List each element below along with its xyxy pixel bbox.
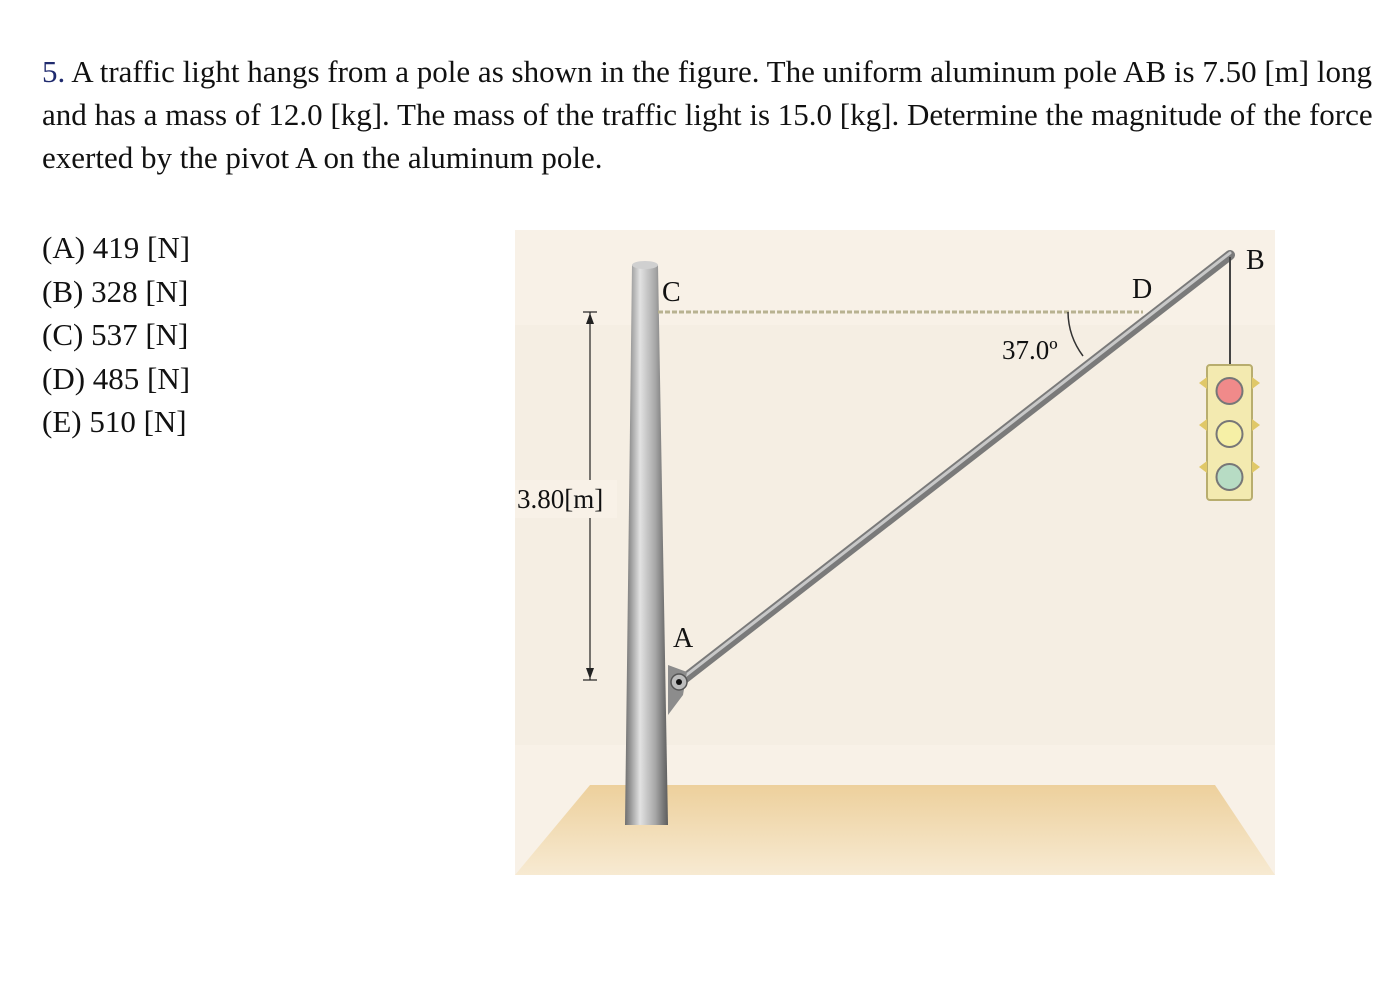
yellow-lamp xyxy=(1217,421,1243,447)
green-lamp xyxy=(1217,464,1243,490)
question-number: 5. xyxy=(42,54,66,89)
choice-b: (B) 328 [N] xyxy=(42,273,189,309)
label-c: C xyxy=(662,277,681,308)
red-lamp xyxy=(1217,378,1243,404)
angle-label: 37.0º xyxy=(1002,335,1058,365)
traffic-light xyxy=(1199,365,1260,500)
traffic-light-figure xyxy=(515,225,1275,885)
figure-canvas xyxy=(515,225,1275,885)
choice-e: (E) 510 [N] xyxy=(42,404,187,439)
question-body: A traffic light hangs from a pole as shown in the figure. The uniform aluminum pole AB is 7.50 [m] long and has a mass of 12.0 [kg]. The mass of the traffic light is 15.0 [kg]. Determine the magnitude of the force exerted by the pivot A on the aluminum pole. xyxy=(42,54,1373,175)
choice-d: (D) 485 [N] xyxy=(42,360,191,396)
pivot-pin xyxy=(676,679,682,685)
choice-c: (C) 537 [N] xyxy=(42,317,189,352)
choice-a: (A) 419 [N] xyxy=(42,230,191,265)
height-label: 3.80[m] xyxy=(517,484,604,514)
label-b: B xyxy=(1246,245,1265,276)
label-a: A xyxy=(673,623,694,654)
label-d: D xyxy=(1132,274,1153,305)
answer-choices xyxy=(42,226,190,444)
question-text xyxy=(42,50,1382,179)
vertical-pole-top xyxy=(632,261,658,269)
